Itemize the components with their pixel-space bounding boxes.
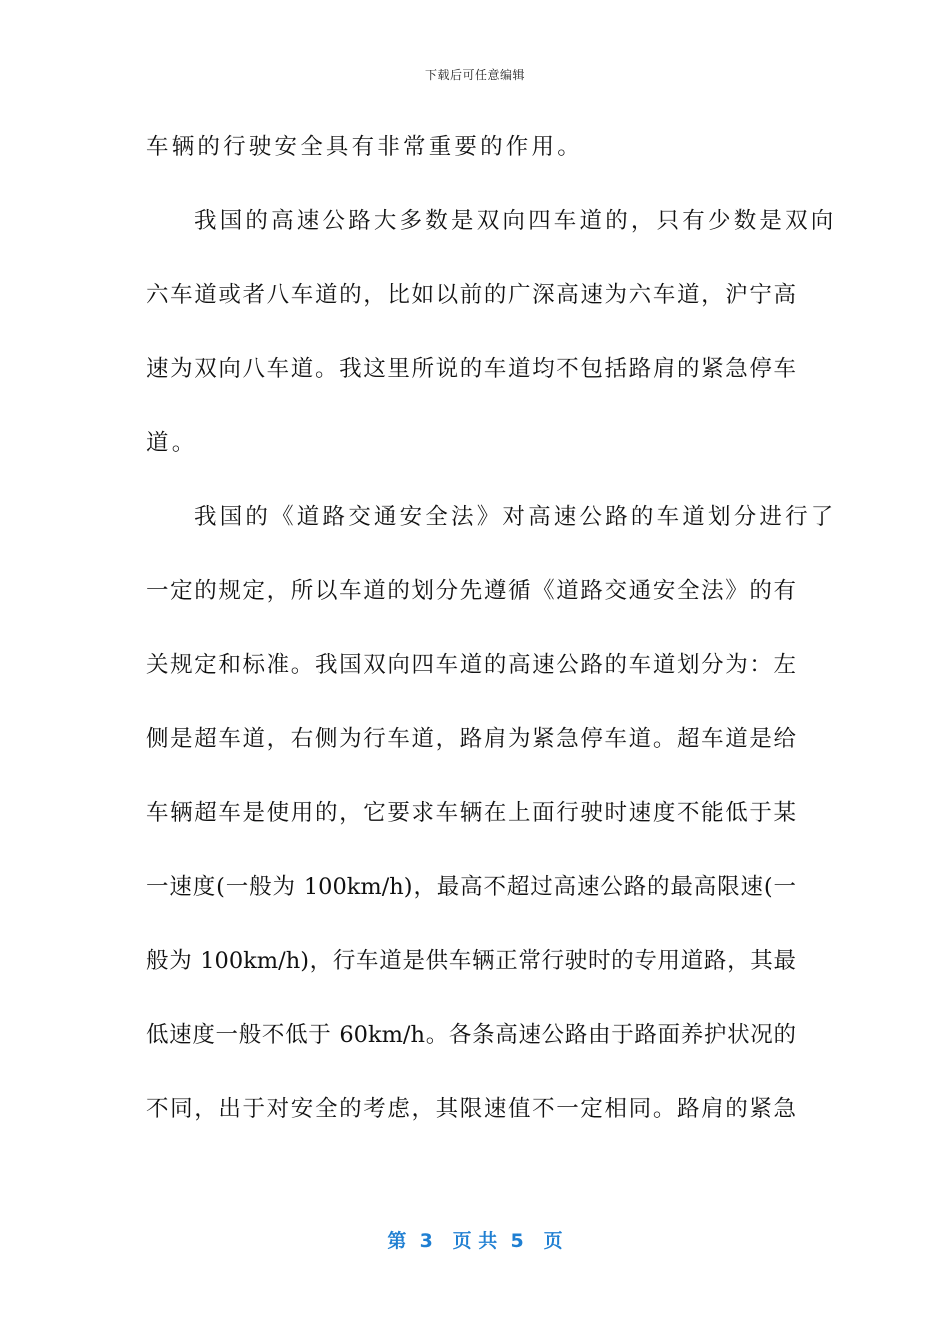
text-line: 一定的规定，所以车道的划分先遵循《道路交通安全法》的有: [146, 578, 796, 604]
text-line: 低速度一般不低于 60km/h。各条高速公路由于路面养护状况的: [146, 1022, 796, 1048]
text-line: 道。: [146, 430, 198, 456]
text-line: 车辆的行驶安全具有非常重要的作用。: [146, 134, 583, 160]
text-line: 关规定和标准。我国双向四车道的高速公路的车道划分为：左: [146, 652, 796, 678]
text-line: 一速度(一般为 100km/h)，最高不超过高速公路的最高限速(一: [146, 874, 796, 900]
page-number-footer: 第 3 页 共 5 页: [387, 1230, 563, 1252]
header-note: 下载后可任意编辑: [424, 68, 525, 82]
text-line: 我国的《道路交通安全法》对高速公路的车道划分进行了: [194, 504, 837, 530]
document-body: [146, 110, 837, 1146]
text-line: 般为 100km/h)，行车道是供车辆正常行驶时的专用道路，其最: [146, 948, 796, 974]
text-line: 六车道或者八车道的，比如以前的广深高速为六车道，沪宁高: [146, 282, 796, 308]
text-line: 不同，出于对安全的考虑，其限速值不一定相同。路肩的紧急: [146, 1096, 796, 1122]
text-line: 我国的高速公路大多数是双向四车道的，只有少数是双向: [194, 208, 837, 234]
text-line: 车辆超车是使用的，它要求车辆在上面行驶时速度不能低于某: [146, 800, 796, 826]
text-line: 速为双向八车道。我这里所说的车道均不包括路肩的紧急停车: [146, 356, 796, 382]
text-line: 侧是超车道，右侧为行车道，路肩为紧急停车道。超车道是给: [146, 726, 796, 752]
